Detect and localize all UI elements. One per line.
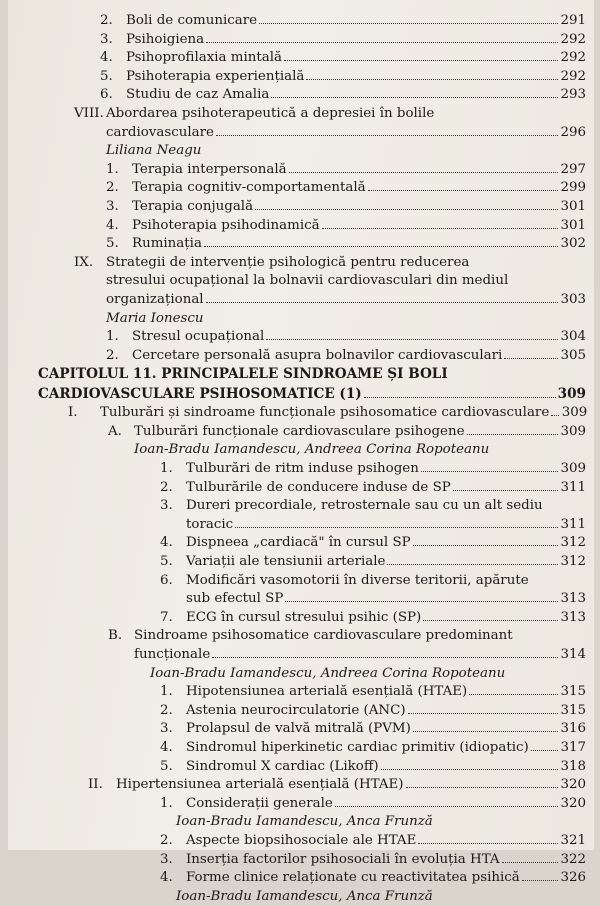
toc-entry-title: Aspecte biopsihosociale ale HTAE xyxy=(186,832,417,848)
toc-leader-dots xyxy=(467,423,558,435)
toc-page-number: 318 xyxy=(560,758,586,774)
toc-entry xyxy=(8,832,594,851)
toc-entry-number: 4. xyxy=(100,50,113,66)
toc-entry-number: 2. xyxy=(160,702,173,718)
toc-author: Ioan-Bradu Iamandescu, Anca Frunză xyxy=(176,814,433,830)
toc-entry xyxy=(8,328,594,347)
toc-entry xyxy=(8,572,594,591)
toc-entry-title: Considerații generale xyxy=(186,795,333,811)
toc-page-number: 311 xyxy=(560,479,586,495)
toc-author-line xyxy=(8,813,594,832)
toc-entry xyxy=(8,627,594,646)
toc-entry-title: Psihoprofilaxia mintală xyxy=(126,50,283,66)
toc-entry-title: Strategii de intervenție psihologică pentru reducerea xyxy=(106,254,470,270)
toc-entry xyxy=(8,291,594,310)
toc-entry-number: 5. xyxy=(160,554,173,570)
toc-entry-title: Modificări vasomotorii în diverse teritorii, apărute xyxy=(186,572,529,588)
toc-leader-dots xyxy=(522,869,558,881)
toc-leader-dots xyxy=(259,12,558,24)
toc-entry xyxy=(8,124,594,143)
toc-entry-title: sub efectul SP xyxy=(186,591,284,607)
toc-entry xyxy=(8,646,594,665)
toc-leader-dots xyxy=(204,235,558,247)
toc-entry xyxy=(8,254,594,273)
toc-author: Liliana Neagu xyxy=(106,143,202,159)
toc-entry xyxy=(8,217,594,236)
toc-entry-title: Studiu de caz Amalia xyxy=(126,87,270,103)
toc-entry xyxy=(8,534,594,553)
toc-entry xyxy=(8,105,594,124)
toc-entry-title: cardiovasculare xyxy=(106,124,214,140)
toc-entry-number: 3. xyxy=(160,851,173,867)
toc-entry xyxy=(8,497,594,516)
toc-entry-title: Hipertensiunea arterială esențială (HTAE) xyxy=(116,777,404,793)
toc-entry xyxy=(8,31,594,50)
toc-entry xyxy=(8,609,594,628)
toc-leader-dots xyxy=(284,49,558,61)
toc-entry-title: Sindromul hiperkinetic cardiac primitiv (idiopatic) xyxy=(186,739,529,755)
toc-entry xyxy=(8,720,594,739)
toc-entry xyxy=(8,49,594,68)
toc-page-number: 309 xyxy=(560,461,586,477)
toc-page-number: 312 xyxy=(560,535,586,551)
toc-leader-dots xyxy=(504,347,558,359)
toc-entry-number: A. xyxy=(108,423,122,439)
toc-entry xyxy=(8,590,594,609)
toc-page-number: 299 xyxy=(560,180,586,196)
toc-entry-title: Psihoigiena xyxy=(126,31,205,47)
toc-page-number: 320 xyxy=(560,795,586,811)
toc-entry xyxy=(8,179,594,198)
toc-entry-title: Prolapsul de valvă mitrală (PVM) xyxy=(186,721,411,737)
toc-page-number: 309 xyxy=(561,405,588,421)
toc-page-number: 314 xyxy=(560,647,586,662)
toc-entry-number: 1. xyxy=(160,684,173,700)
toc-author-line xyxy=(8,310,594,329)
toc-entry-number: II. xyxy=(88,777,103,793)
toc-page-number: 291 xyxy=(560,13,586,28)
toc-page-number: 302 xyxy=(560,236,586,252)
toc-entry-title: Cercetare personală asupra bolnavilor cardiovasculari xyxy=(132,347,503,363)
toc-entry xyxy=(8,68,594,87)
toc-entry xyxy=(8,851,594,870)
book-page xyxy=(8,0,594,904)
toc-page-number: 305 xyxy=(560,347,586,363)
toc-entry-title: Dureri precordiale, retrosternale sau cu un alt sediu xyxy=(186,498,543,514)
toc-entry-number: IX. xyxy=(74,254,94,270)
toc-entry-title: Tulburări de ritm induse psihogen xyxy=(186,461,419,477)
toc-entry-title: stresului ocupațional la bolnavii cardiovasculari din mediul xyxy=(106,273,509,289)
toc-leader-dots xyxy=(502,851,558,863)
toc-entry-title: Terapia cognitiv-comportamentală xyxy=(132,180,366,196)
toc-entry-title: Tulburări și sindroame funcționale psihosomatice cardiovasculare xyxy=(100,405,550,421)
toc-entry xyxy=(8,702,594,721)
toc-entry-title: Variații ale tensiunii arteriale xyxy=(186,554,386,570)
toc-entry-title: organizațional xyxy=(106,291,204,307)
toc-page-number: 315 xyxy=(560,702,586,718)
toc-page-number: 311 xyxy=(560,516,586,532)
toc-page-number: 313 xyxy=(560,591,586,607)
toc-leader-dots xyxy=(255,198,558,210)
toc-entry xyxy=(8,347,594,366)
toc-leader-dots xyxy=(206,31,558,43)
toc-entry-title: CAPITOLUL 11. PRINCIPALELE SINDROAME ȘI BOLI xyxy=(38,366,448,383)
toc-entry-number: 1. xyxy=(160,461,173,477)
toc-entry xyxy=(8,12,594,31)
toc-author-line xyxy=(8,441,594,460)
toc-leader-dots xyxy=(453,479,558,491)
toc-entry xyxy=(8,776,594,795)
toc-leader-dots xyxy=(421,460,558,472)
toc-entry-title: Inserția factorilor psihosociali în evoluția HTA xyxy=(186,851,500,867)
toc-entry xyxy=(8,86,594,105)
toc-leader-dots xyxy=(335,795,558,807)
toc-leader-dots xyxy=(531,739,558,751)
toc-leader-dots xyxy=(368,179,558,191)
toc-entry-title: Dispneea „cardiacă" în cursul SP xyxy=(186,535,411,551)
toc-entry-number: 6. xyxy=(100,87,113,103)
toc-entry-number: 2. xyxy=(160,832,173,848)
toc-leader-dots xyxy=(266,328,558,340)
toc-entry xyxy=(8,758,594,777)
toc-entry-title: toracic xyxy=(186,516,234,532)
toc-page-number: 315 xyxy=(560,684,586,700)
toc-entry-number: 1. xyxy=(106,161,119,177)
toc-entry-title: Tulburări funcționale cardiovasculare psihogene xyxy=(134,423,465,439)
toc-entry-number: 2. xyxy=(106,180,119,196)
toc-entry-title: Psihoterapia experiențială xyxy=(126,68,305,84)
toc-page-number: 292 xyxy=(560,50,586,66)
toc-leader-dots xyxy=(418,832,558,844)
toc-entry-number: 1. xyxy=(160,795,173,811)
toc-page-number: 303 xyxy=(560,291,586,307)
toc-leader-dots xyxy=(212,646,558,658)
toc-author: Ioan-Bradu Iamandescu, Andreea Corina Ropoteanu xyxy=(150,665,506,681)
toc-entry-number: 7. xyxy=(160,609,173,625)
toc-entry xyxy=(8,198,594,217)
toc-page-number: 320 xyxy=(560,777,586,793)
toc-leader-dots xyxy=(387,553,558,565)
toc-entry-number: 4. xyxy=(106,217,119,233)
toc-entry xyxy=(8,553,594,572)
toc-entry-title: funcționale xyxy=(134,647,211,662)
toc-page-number: 322 xyxy=(560,851,586,867)
toc-entry xyxy=(8,869,594,888)
toc-entry-number: 3. xyxy=(160,721,173,737)
toc-page-number: 301 xyxy=(560,198,586,214)
toc-entry xyxy=(8,385,594,405)
toc-entry-number: I. xyxy=(68,405,78,421)
toc-entry-title: Stresul ocupațional xyxy=(132,329,265,345)
toc-entry-number: 5. xyxy=(106,236,119,252)
toc-author: Ioan-Bradu Iamandescu, Anca Frunză xyxy=(176,888,433,904)
toc-entry-title: Boli de comunicare xyxy=(126,13,258,28)
toc-leader-dots xyxy=(285,590,558,602)
toc-author: Ioan-Bradu Iamandescu, Andreea Corina Ropoteanu xyxy=(134,442,490,458)
toc-page-number: 326 xyxy=(560,870,586,886)
toc-entry-number: 4. xyxy=(160,739,173,755)
table-of-contents xyxy=(8,12,594,906)
toc-author-line xyxy=(8,142,594,161)
toc-entry-title: Hipotensiunea arterială esențială (HTAE) xyxy=(186,684,468,700)
toc-entry xyxy=(8,404,594,423)
toc-leader-dots xyxy=(423,609,558,621)
toc-entry-title: CARDIOVASCULARE PSIHOSOMATICE (1) xyxy=(38,385,362,402)
toc-page-number: 309 xyxy=(560,423,586,439)
toc-leader-dots xyxy=(413,720,558,732)
toc-page-number: 293 xyxy=(560,87,586,103)
toc-entry xyxy=(8,235,594,254)
toc-entry xyxy=(8,365,594,385)
toc-entry-title: Terapia interpersonală xyxy=(132,161,287,177)
toc-leader-dots xyxy=(551,404,559,416)
toc-leader-dots xyxy=(469,683,558,695)
toc-entry-number: 2. xyxy=(100,13,113,28)
toc-entry xyxy=(8,272,594,291)
toc-entry xyxy=(8,161,594,180)
toc-leader-dots xyxy=(322,217,558,229)
toc-author-line xyxy=(8,665,594,684)
toc-author: Maria Ionescu xyxy=(106,310,204,326)
toc-entry xyxy=(8,460,594,479)
toc-entry-number: 6. xyxy=(160,572,173,588)
toc-entry-title: Ruminația xyxy=(132,236,202,252)
toc-page-number: 292 xyxy=(560,68,586,84)
toc-entry-title: Sindroame psihosomatice cardiovasculare predominant xyxy=(134,628,513,644)
toc-entry-number: 3. xyxy=(100,31,113,47)
toc-entry xyxy=(8,423,594,442)
toc-leader-dots xyxy=(413,534,558,546)
toc-entry-number: 4. xyxy=(160,535,173,551)
toc-entry-number: 2. xyxy=(106,347,119,363)
toc-entry-number: 5. xyxy=(160,758,173,774)
toc-entry xyxy=(8,516,594,535)
toc-page-number: 309 xyxy=(557,385,586,402)
toc-entry xyxy=(8,479,594,498)
toc-page-number: 297 xyxy=(560,161,586,177)
toc-entry-number: B. xyxy=(108,628,123,644)
toc-entry-title: Terapia conjugală xyxy=(132,198,254,214)
toc-page-number: 296 xyxy=(560,124,586,140)
toc-leader-dots xyxy=(235,516,558,528)
toc-page-number: 304 xyxy=(560,329,586,345)
toc-leader-dots xyxy=(381,758,558,770)
toc-page-number: 292 xyxy=(560,31,586,47)
toc-page-number: 301 xyxy=(560,217,586,233)
toc-page-number: 316 xyxy=(560,721,586,737)
toc-entry-title: Forme clinice relaționate cu reactivitatea psihică xyxy=(186,870,520,886)
toc-entry-title: Psihoterapia psihodinamică xyxy=(132,217,320,233)
toc-entry-title: Tulburările de conducere induse de SP xyxy=(186,479,451,495)
toc-entry-title: ECG în cursul stresului psihic (SP) xyxy=(186,609,422,625)
toc-page-number: 317 xyxy=(560,739,586,755)
toc-entry-title: Abordarea psihoterapeutică a depresiei în bolile xyxy=(106,105,435,121)
toc-entry-number: 3. xyxy=(106,198,119,214)
toc-author-line xyxy=(8,888,594,906)
toc-leader-dots xyxy=(408,702,558,714)
toc-page-number: 321 xyxy=(560,832,586,848)
toc-entry-number: 1. xyxy=(106,329,119,345)
toc-page-number: 312 xyxy=(560,554,586,570)
toc-entry xyxy=(8,739,594,758)
toc-entry-title: Astenia neurocirculatorie (ANC) xyxy=(186,702,406,718)
toc-entry-number: 3. xyxy=(160,498,173,514)
toc-page-number: 313 xyxy=(560,609,586,625)
toc-leader-dots xyxy=(364,386,556,398)
toc-entry xyxy=(8,683,594,702)
toc-entry-title: Sindromul X cardiac (Likoff) xyxy=(186,758,379,774)
toc-entry-number: 2. xyxy=(160,479,173,495)
toc-entry-number: 4. xyxy=(160,870,173,886)
toc-leader-dots xyxy=(406,776,558,788)
toc-leader-dots xyxy=(271,86,558,98)
toc-entry-number: VIII. xyxy=(74,105,104,121)
toc-leader-dots xyxy=(206,291,558,303)
toc-entry-number: 5. xyxy=(100,68,113,84)
toc-entry xyxy=(8,795,594,814)
toc-leader-dots xyxy=(216,124,558,136)
toc-leader-dots xyxy=(306,68,558,80)
toc-leader-dots xyxy=(289,161,558,173)
